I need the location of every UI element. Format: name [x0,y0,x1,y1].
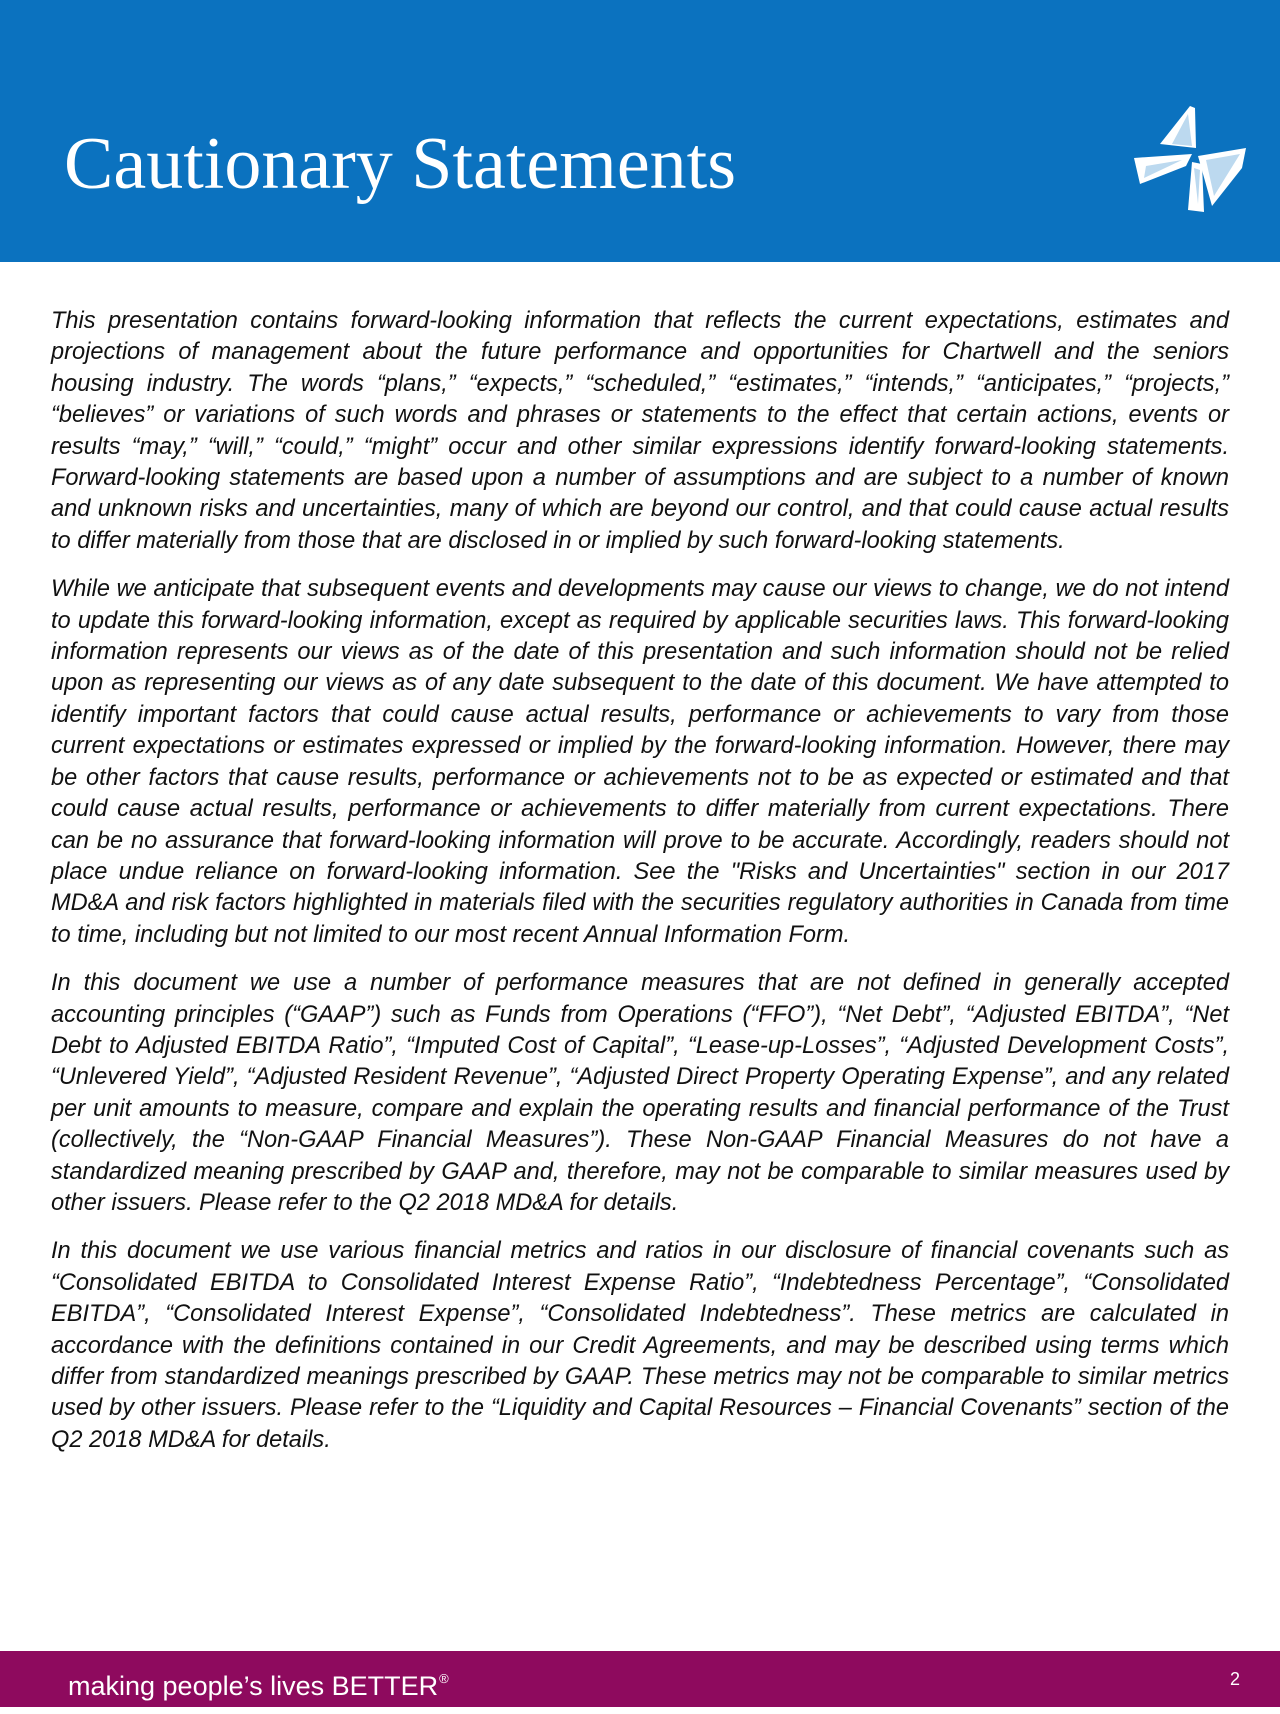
paragraph-non-gaap: In this document we use a number of performance measures that are not defined in generally accepted accounting principles (“GAAP”) such as Funds from Operations (“FFO”), “Net Debt”, “Adjusted EBITDA”, “Net Debt to Adjusted EBITDA Ratio”, “Imputed Cost of Capital”, “Lease-up-Losses”, “Adjusted Development Costs”, “Unlevered Yield”, “Adjusted Resident Revenue”, “Adjusted Direct Property Operating Expense”, and any related per unit amounts to measure, compare and explain the operating results and financial performance of the Trust (collectively, the “Non-GAAP Financial Measures”). These Non-GAAP Financial Measures do not have a standardized meaning prescribed by GAAP and, therefore, may not be comparable to similar measures used by other issuers. Please refer to the Q2 2018 MD&A for details. [51,970,1229,1216]
paragraph-financial-covenants: In this document we use various financial metrics and ratios in our disclosure of financial covenants such as “Consolidated EBITDA to Consolidated Interest Expense Ratio”, “Indebtedness Percentage”, “Consolidated EBITDA”, “Consolidated Interest Expense”, “Consolidated Indebtedness”. These metrics are calculated in accordance with the definitions contained in our Credit Agreements, and may be described using terms which differ from standardized meanings prescribed by GAAP. These metrics may not be comparable to similar metrics used by other issuers. Please refer to the “Liquidity and Capital Resources – Financial Covenants” section of the Q2 2018 MD&A for details. [51,1238,1229,1453]
page-title: Cautionary Statements [64,123,737,205]
page-number: 2 [1229,1669,1240,1689]
paragraph-update-policy: While we anticipate that subsequent events and developments may cause our views to change, we do not intend to update this forward-looking information, except as required by applicable securities laws. This forward-looking information represents our views as of the date of this presentation and such information should not be relied upon as representing our views as of any date subsequent to the date of this document. We have attempted to identify important factors that could cause actual results, performance or achievements to vary from those current expectations or estimates expressed or implied by the forward-looking information. However, there may be other factors that cause results, performance or achievements not to be as expected or estimated and that could cause actual results, performance or achievements to differ materially from current expectations. There can be no assurance that forward-looking information will prove to be accurate. Accordingly, readers should not place undue reliance on forward-looking information. See the "Risks and Uncertainties" section in our 2017 MD&A and risk factors highlighted in materials filed with the securities regulatory authorities in Canada from time to time, including but not limited to our most recent Annual Information Form. [51,576,1229,948]
footer-bar [0,1651,1280,1707]
paragraph-forward-looking: This presentation contains forward-looking information that reflects the current expectations, estimates and projections of management about the future performance and opportunities for Chartwell and the seniors housing industry. The words “plans,” “expects,” “scheduled,” “estimates,” “intends,” “anticipates,” “projects,” “believes” or variations of such words and phrases or statements to the effect that certain actions, events or results “may,” “will,” “could,” “might” occur and other similar expressions identify forward-looking statements. Forward-looking statements are based upon a number of assumptions and are subject to a number of known and unknown risks and uncertainties, many of which are beyond our control, and that could cause actual results to differ materially from those that are disclosed in or implied by such forward-looking statements. [51,308,1229,554]
chartwell-petal-logo-icon [1132,104,1248,214]
tagline-text: making people’s lives BETTER [68,1671,439,1701]
cautionary-text-body [51,306,1229,1473]
trademark-symbol: ® [439,1671,449,1686]
header-banner [0,0,1280,262]
footer-tagline [68,1651,449,1714]
